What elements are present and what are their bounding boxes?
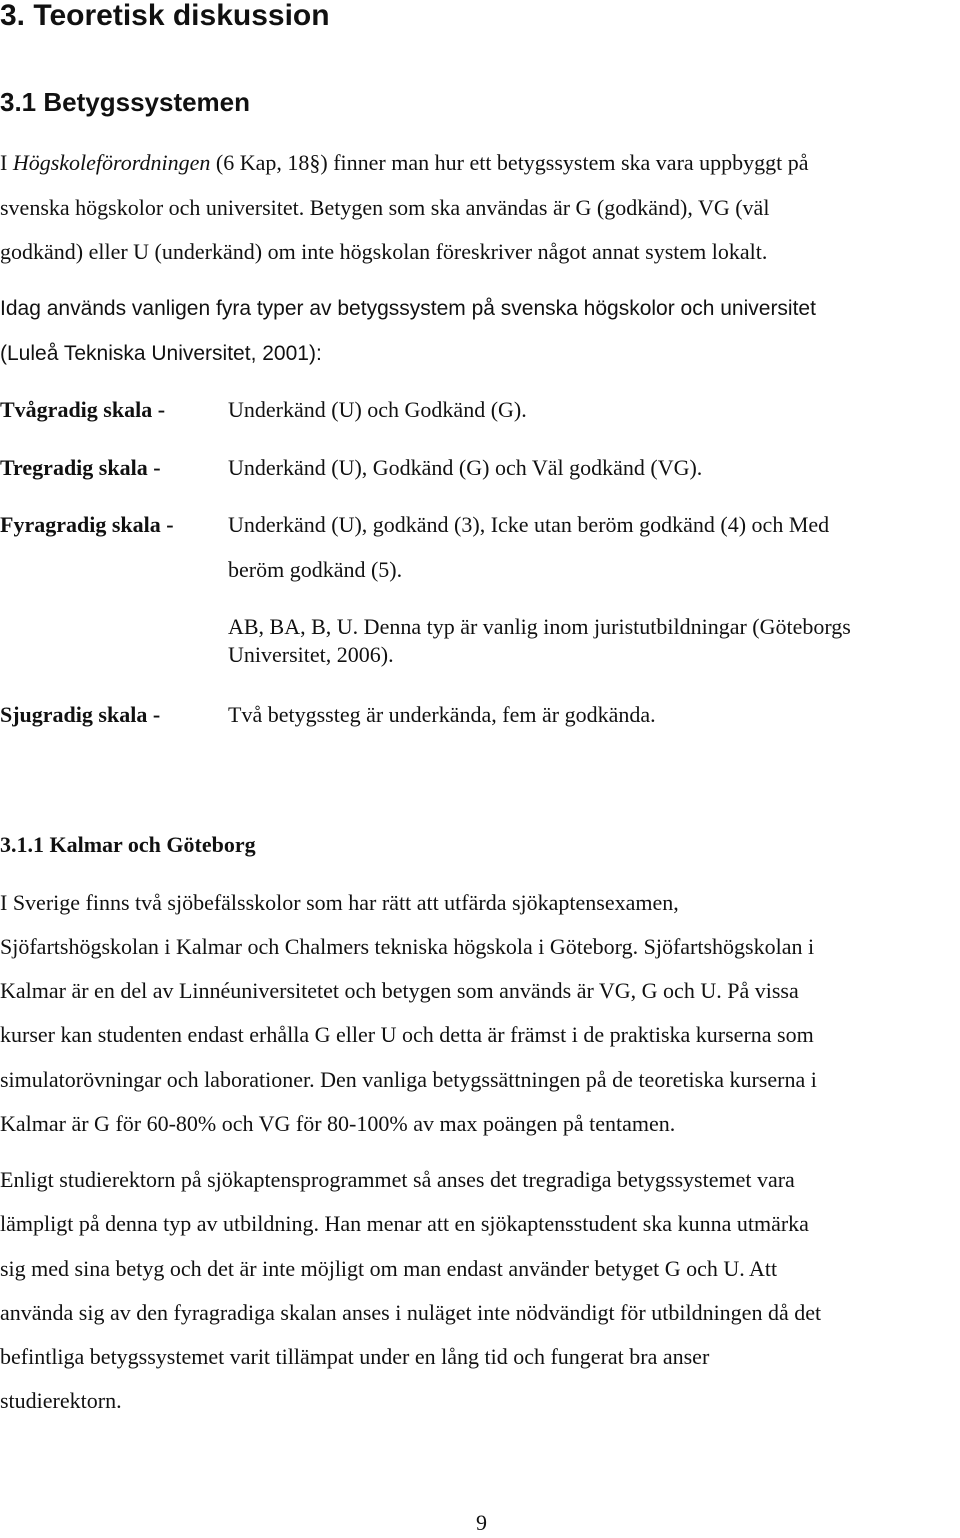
- scale-label-two: Tvågradig skala -: [0, 397, 166, 422]
- page-number: 9: [476, 1510, 487, 1535]
- kalmar-line-6: Kalmar är G för 60-80% och VG för 80-100% av max poängen på tentamen.: [0, 1111, 676, 1136]
- scale-desc-four-3: AB, BA, B, U. Denna typ är vanlig inom juristutbildningar (Göteborgs: [228, 614, 851, 639]
- kalmar-line-2: Sjöfartshögskolan i Kalmar och Chalmers tekniska högskola i Göteborg. Sjöfartshögskolan i: [0, 934, 815, 959]
- scale-desc-four-1: Underkänd (U), godkänd (3), Icke utan beröm godkänd (4) och Med: [228, 512, 830, 537]
- para2-line-2: (Luleå Tekniska Universitet, 2001):: [0, 342, 322, 365]
- studierektor-line-6: studierektorn.: [0, 1388, 122, 1413]
- studierektor-line-1: Enligt studierektorn på sjökaptensprogrammet så anses det tregradiga betygssystemet vara: [0, 1167, 795, 1192]
- studierektor-line-5: befintliga betygssystemet varit tillämpat under en lång tid och fungerat bra anser: [0, 1344, 710, 1369]
- scale-desc-four-2: beröm godkänd (5).: [228, 557, 403, 582]
- intro-line-1-pre: I: [0, 150, 13, 175]
- kalmar-line-3: Kalmar är en del av Linnéuniversitetet och betygen som används är VG, G och U. På vissa: [0, 978, 799, 1003]
- intro-line-2: svenska högskolor och universitet. Betygen som ska användas är G (godkänd), VG (väl: [0, 195, 770, 220]
- scale-desc-three: Underkänd (U), Godkänd (G) och Väl godkänd (VG).: [228, 455, 703, 480]
- studierektor-line-3: sig med sina betyg och det är inte möjligt om man endast använder betyget G och U. Att: [0, 1256, 778, 1281]
- scale-desc-two: Underkänd (U) och Godkänd (G).: [228, 397, 527, 422]
- scale-desc-four-4: Universitet, 2006).: [228, 642, 394, 667]
- studierektor-line-4: använda sig av den fyragradiga skalan anses i nuläget inte nödvändigt för utbildningen då det: [0, 1300, 822, 1325]
- kalmar-line-4: kurser kan studenten endast erhålla G eller U och detta är främst i de praktiska kurserna som: [0, 1022, 814, 1047]
- scale-label-seven: Sjugradig skala -: [0, 702, 161, 727]
- scale-label-three: Tregradig skala -: [0, 455, 161, 480]
- page-heading: 3. Teoretisk diskussion: [0, 0, 330, 32]
- intro-line-1-post: (6 Kap, 18§) finner man hur ett betygssystem ska vara uppbyggt på: [210, 150, 809, 175]
- kalmar-line-5: simulatorövningar och laborationer. Den vanliga betygssättningen på de teoretiska kurserna i: [0, 1067, 817, 1092]
- scale-desc-seven: Två betygssteg är underkända, fem är godkända.: [228, 702, 656, 727]
- studierektor-line-2: lämpligt på denna typ av utbildning. Han menar att en sjökaptensstudent ska kunna utmärka: [0, 1211, 809, 1236]
- subsection-heading: 3.1.1 Kalmar och Göteborg: [0, 832, 256, 857]
- kalmar-line-1: I Sverige finns två sjöbefälsskolor som har rätt att utfärda sjökaptensexamen,: [0, 890, 679, 915]
- intro-line-3: godkänd) eller U (underkänd) om inte högskolan föreskriver något annat system lokalt.: [0, 239, 768, 264]
- para2-line-1: Idag används vanligen fyra typer av betygssystem på svenska högskolor och universitet: [0, 297, 816, 320]
- scale-label-four: Fyragradig skala -: [0, 512, 174, 537]
- section-heading: 3.1 Betygssystemen: [0, 87, 251, 117]
- intro-line-1: [0, 148, 809, 178]
- intro-italic-term: Högskoleförordningen: [12, 150, 211, 175]
